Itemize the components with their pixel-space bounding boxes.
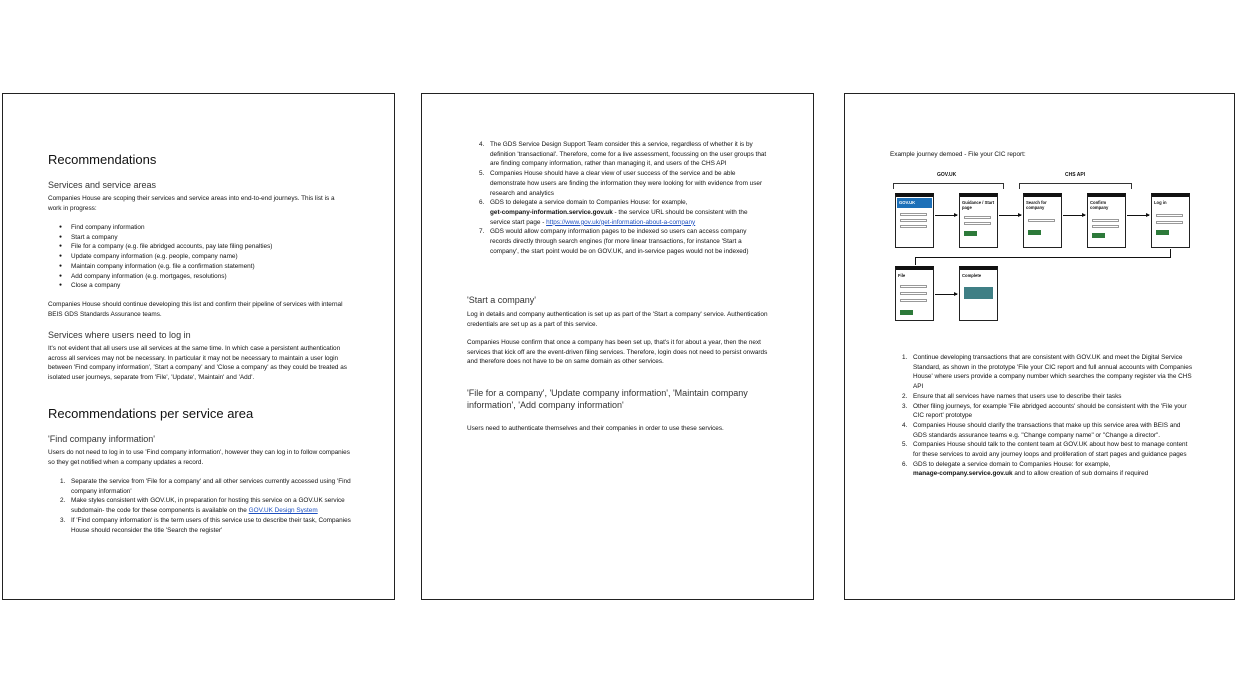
placeholder-line [1156,221,1183,224]
list-item: Continue developing transactions that are consistent with GOV.UK and meet the Digital Service Standard, as shown in the prototype 'File your CIC report and full annual accounts with Companies House' where users provide a company number which searches the company register via the CHS API [913,354,1193,391]
services-list [48,223,353,291]
list-item: Separate the service from 'File for a company' and all other services currently accessed using 'Find company information' [71,478,351,495]
placeholder-line [964,222,991,225]
list-item [48,496,353,515]
group-bracket-chs [1019,183,1132,189]
green-button [1028,230,1041,235]
list-item: Other filing journeys, for example 'File abridged accounts' should be consistent with the 'File your CIC report' prototype [913,402,1187,420]
screen-file [895,266,934,321]
screen-label: Confirm company [1090,200,1109,210]
screen-login [1151,193,1190,248]
start-heading: 'Start a company' [467,295,536,305]
placeholder-line [1092,225,1119,228]
placeholder-line [1156,214,1183,217]
flow-arrow [935,215,957,216]
start-text-2: Companies House confirm that once a company has been set up, that's it for about a year, then the next services that kick off are the event-driven filing services. Therefore, login does not need to persist onwards and therefore does not have to be on same domain as other services. [467,339,768,366]
screen-confirm [1087,193,1126,248]
govuk-header-label: GOV.UK [899,200,916,205]
list-item: ● File for a company (e.g. file abridged accounts, pay late filing penalties) [48,242,353,252]
screen-guidance [959,193,998,248]
screen-govuk [895,193,934,248]
list-item: ● Maintain company information (e.g. file a confirmation statement) [48,262,353,272]
list-item: Companies House should clarify the transactions that make up this service area with BEIS and GDS standards assurance teams e.g. "Change company name" or "Change a director". [913,421,1181,439]
screen-label: File [898,273,906,278]
connector-line [915,257,916,265]
screen-label: Log in [1154,200,1167,205]
list-item-text: GDS to delegate a service domain to Companies House: for example, [913,460,1111,468]
list-item-text: - the service URL should be consistent with the service start page - [490,208,748,226]
group-label-chs: CHS API [1065,172,1086,178]
screen-label: Guidance / Start page [962,200,995,210]
flow-arrow [935,294,957,295]
journey-diagram [845,94,1235,334]
screen-label: Complete [962,273,982,278]
cic-recommendations-list [890,353,1195,479]
list-item: The GDS Service Design Support Team consider this a service, regardless of whether it is by definition 'transactional'. Therefore, come for a live assessment, focussing on the user groups that are finding company information, rather than managing it, and users of the CHS API [490,141,767,168]
flow-arrow [999,215,1021,216]
find-recommendations-list-continued [467,140,767,256]
list-item: ● Find company information [48,223,353,233]
list-item: Companies House should have a clear view of user success of the service and be able demonstrate how users are finding the information they were looking for with evidence from user research and analytics [490,170,763,197]
flow-arrow [1127,215,1149,216]
services-intro: Companies House are scoping their services and service areas into end-to-end journeys. This list is a work in progress: [48,195,335,212]
document-page-3 [844,93,1235,600]
find-text: Users do not need to log in to use 'Find company information', however they can log in to follow companies so they get notified when a company updates a record. [48,449,350,466]
document-page-2 [421,93,814,600]
find-heading: 'Find company information' [48,434,155,444]
placeholder-line [900,292,927,295]
flow-arrow [1063,215,1085,216]
govuk-header [897,198,932,208]
placeholder-line [900,213,927,216]
file-heading: 'File for a company', 'Update company information', 'Maintain company information', 'Add company information' [467,388,748,410]
green-button [1156,230,1169,235]
group-bracket-govuk [893,183,1004,189]
placeholder-line [900,225,927,228]
services-heading: Services and service areas [48,180,157,190]
list-item: If 'Find company information' is the term users of this service use to describe their task, Companies House should reconsider the title 'Search the register' [71,516,351,534]
placeholder-line [964,216,991,219]
login-text: It's not evident that all users use all services at the same time. In which case a persistent authentication across all services may not be necessary. In particular it may not be necessary to maintain a user login between 'Find company information', 'Start a company' and 'Close a company' as they could be treated as isolated user journeys, separate from 'File', 'Update', 'Maintain' and 'Add'. [48,345,347,382]
screen-complete [959,266,998,321]
page-title: Recommendations [48,152,157,167]
service-domain-example: manage-company.service.gov.uk [913,470,1013,478]
journey-intro: Example journey demoed - File your CIC report: [890,151,1026,158]
list-item: ● Add company information (e.g. mortgages, resolutions) [48,272,353,282]
list-item [890,460,1195,479]
placeholder-line [900,285,927,288]
list-item: ● Start a company [48,233,353,243]
service-domain-example: get-company-information.service.gov.uk [490,208,613,216]
placeholder-line [900,219,927,222]
find-recommendations-list [48,477,353,535]
placeholder-line [900,299,927,302]
login-heading: Services where users need to log in [48,330,191,340]
screen-search [1023,193,1062,248]
green-button [964,231,977,236]
file-text: Users need to authenticate themselves and their companies in order to use these services. [467,425,724,432]
list-item: GDS would allow company information pages to be indexed so users can access company records directly through search engines (for more linear transactions, for instance 'Start a company', the start point would be on GOV.UK, and in-service pages would not be indexed) [490,228,749,255]
per-area-title: Recommendations per service area [48,406,254,421]
screen-label: Search for company [1026,200,1047,210]
start-page-link[interactable]: https://www.gov.uk/get-information-about-a-company [546,218,696,226]
list-item: Ensure that all services have names that users use to describe their tasks [913,392,1122,400]
placeholder-line [1028,219,1055,222]
confirmation-panel [964,287,993,299]
list-item-text: and to allow creation of sub domains if required [1012,470,1149,478]
green-button [900,310,913,315]
list-item [467,198,767,227]
list-item: ● Update company information (e.g. people, company name) [48,252,353,262]
connector-line [915,257,1171,258]
design-system-link[interactable]: GOV.UK Design System [248,507,318,515]
document-page-1 [2,93,395,600]
list-item-text: Make styles consistent with GOV.UK, in preparation for hosting this service on a GOV.UK service subdomain- the code for these components is available on the [71,497,345,515]
list-item: Companies House should talk to the content team at GOV.UK about how best to manage content for these services to avoid any journey loops and proliferation of start pages and guidance pages [913,441,1188,459]
list-item-text: GDS to delegate a service domain to Companies House: for example, [490,199,688,207]
placeholder-line [1092,219,1119,222]
list-item: ● Close a company [48,281,353,291]
start-text-1: Log in details and company authentication is set up as part of the 'Start a company' service. Authentication credentials are set up as a part of this service. [467,311,768,328]
group-label-govuk: GOV.UK [937,172,957,178]
services-outro: Companies House should continue developing this list and confirm their pipeline of services with internal BEIS GDS Standards Assurance teams. [48,301,343,318]
green-button [1092,233,1105,238]
